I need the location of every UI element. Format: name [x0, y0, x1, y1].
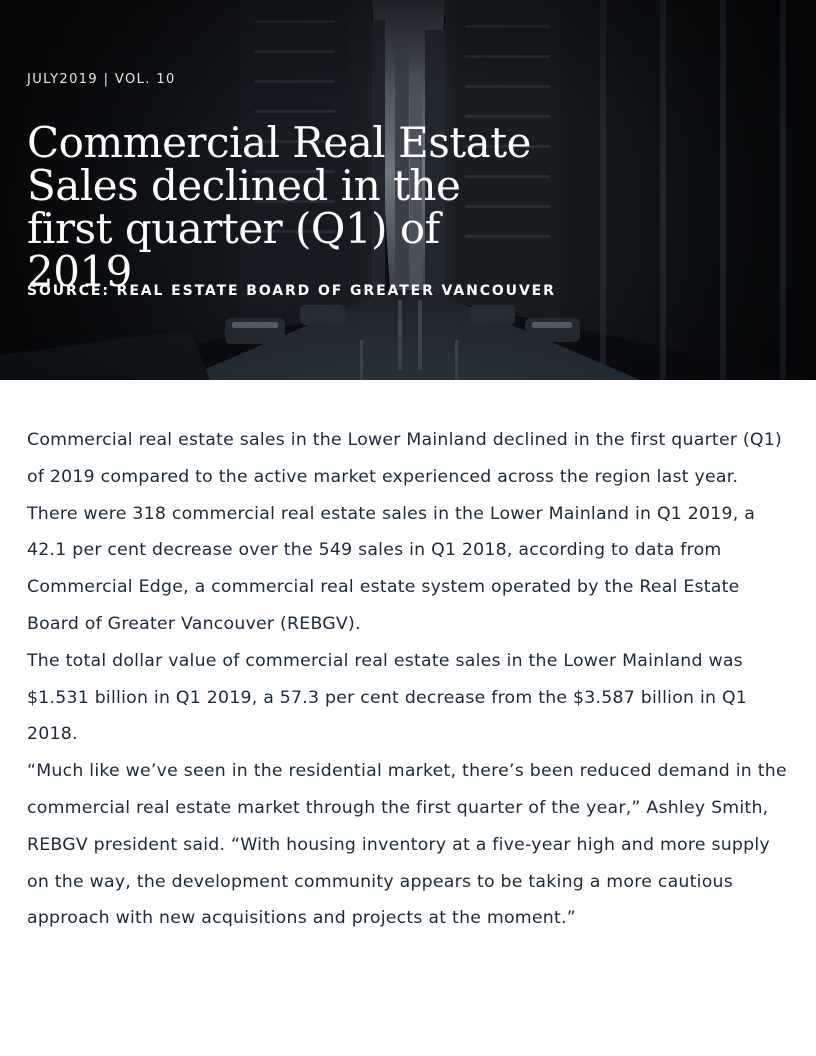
article-paragraph: There were 318 commercial real estate sales in the Lower Mainland in Q1 2019, a 42.1 per cent decrease over the 549 sales in Q1 2018, according to data from Commercial Edge, a commercial real estate system operated by the Real Estate Board of Greater Vancouver (REBGV). [27, 503, 756, 634]
article-body [27, 422, 795, 937]
article-quote-paragraph: “Much like we’ve seen in the residential market, there’s been reduced demand in the commercial real estate market through the first quarter of the year,” Ashley Smith, REBGV president said. “With housing inventory at a five-year high and more supply on the way, the development community appears to be taking a more cautious approach with new acquisitions and projects at the moment.” [27, 761, 787, 929]
source-credit: SOURCE: REAL ESTATE BOARD OF GREATER VANCOUVER [27, 283, 556, 299]
page-title: Commercial Real Estate Sales declined in the first quarter (Q1) of 2019 [27, 118, 531, 296]
issue-volume-label: JULY2019 | VOL. 10 [27, 72, 176, 87]
article-paragraph: Commercial real estate sales in the Lower Mainland declined in the first quarter (Q1) of 2019 compared to the active market experienced across the region last year. [27, 430, 783, 487]
article-paragraph: The total dollar value of commercial real estate sales in the Lower Mainland was $1.531 billion in Q1 2019, a 57.3 per cent decrease from the $3.587 billion in Q1 2018. [27, 650, 748, 745]
hero-banner [0, 0, 816, 380]
